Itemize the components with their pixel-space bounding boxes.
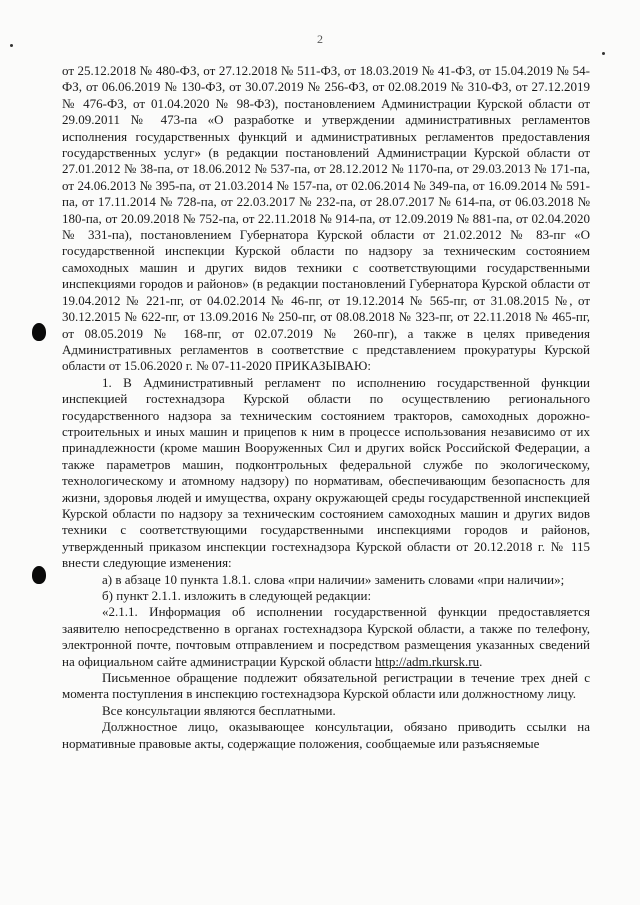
punch-hole-mark (32, 323, 46, 341)
paragraph-2-1-1 (62, 604, 590, 670)
scan-speck (602, 52, 605, 55)
official-site-link[interactable]: http://adm.rkursk.ru (375, 653, 480, 669)
paragraph-free-consultations: Все консультации являются бесплатными. (102, 702, 336, 718)
page-number: 2 (317, 32, 323, 46)
paragraph-subitem-b: б) пункт 2.1.1. изложить в следующей редакции: (102, 588, 372, 603)
paragraph-legal-basis: от 25.12.2018 № 480-ФЗ, от 27.12.2018 № 511-ФЗ, от 18.03.2019 № 41-ФЗ, от 15.04.2019 № 54-ФЗ, от 06.06.2019 № 130-ФЗ, от 30.07.2019 № 256-ФЗ, от 02.08.2019 № 310-ФЗ, от 27.12.2019 № 476-ФЗ, от 01.04.2020 № 98-ФЗ), постановлением Администрации Курской области от 29.09.2011 № 473-па «О разработке и утверждении административных регламентов исполнения государственных функций и административных регламентов предоставления государственных услуг» (в редакции постановлений Администрации Курской области от 27.01.2012 № 38-па, от 18.06.2012 № 537-па, от 28.12.2012 № 1170-па, от 29.03.2013 № 171-па, от 24.06.2013 № 395-па, от 21.03.2014 № 157-па, от 02.06.2014 № 349-па, от 16.09.2014 № 591-па, от 17.11.2014 № 728-па, от 22.03.2017 № 232-па, от 28.07.2017 № 614-па, от 06.03.2018 № 180-па, от 20.09.2018 № 752-па, от 22.11.2018 № 914-па, от 12.09.2019 № 881-па, от 02.04.2020 № 331-па), постановлением Губернатора Курской области от 21.02.2012 № 83-пг «О государственной инспекции Курской области по надзору за техническим состоянием самоходных машин и других видов техники с соответствующими государственными инспекциями городов и районов» (в редакции постановлений Губернатора Курской области от 19.04.2012 № 221-пг, от 04.02.2014 № 46-пг, от 19.12.2014 № 565-пг, от 31.08.2015 №, от 30.12.2015 № 622-пг, от 13.09.2016 № 250-пг, от 08.08.2018 № 323-пг, от 22.11.2018 № 465-пг, от 08.05.2019 № 168-пг, от 02.07.2019 № 260-пг), а также в целях приведения Административных регламентов в соответствие с представлением прокуратуры Курской области от 15.06.2020 г. № 07-11-2020 ПРИКАЗЫВАЮ: (62, 63, 590, 374)
scan-speck (10, 44, 13, 47)
paragraph-written-request: Письменное обращение подлежит обязательной регистрации в течение трех дней с момента поступления в инспекцию гостехнадзора Курской области или должностному лицу. (62, 670, 590, 702)
paragraph-subitem-a: а) в абзаце 10 пункта 1.8.1. слова «при наличии» заменить словами «при наличии»; (102, 571, 565, 587)
paragraph-2-1-1-text: «2.1.1. Информация об исполнении государственной функции предоставляется заявителю непосредственно в органах гостехнадзора Курской области, а также по телефону, электронной почте, почтовым отправлением и посредством размещения указанных сведений на официальном сайте администрации Курской области (62, 604, 590, 669)
paragraph-2-1-1-end: . (479, 653, 483, 669)
punch-hole-mark (32, 566, 46, 584)
document-body (62, 63, 590, 752)
paragraph-official-duty: Должностное лицо, оказывающее консультации, обязано приводить ссылки на нормативные правовые акты, содержащие положения, сообщаемые или разъясняемые (62, 719, 590, 751)
paragraph-item-1: 1. В Административный регламент по исполнению государственной функции инспекцией гостехнадзора Курской области по осуществлению регионального государственного надзора за техническим состоянием тракторов, самоходных дорожно-строительных и иных машин и прицепов к ним в процессе использования независимо от их принадлежности (кроме машин Вооруженных Сил и других войск Российской Федерации, а также параметров машин, подконтрольных федеральной службе по экологическому, технологическому и атомному надзору) по нормативам, обеспечивающим безопасность для жизни, здоровья людей и имущества, охрану окружающей среды государственной инспекцией Курской области по надзору за техническим состоянием самоходных машин и других видов техники с соответствующими государственными инспекциями городов и районов, утвержденный приказом инспекции гостехнадзора Курской области от 20.12.2018 г. № 115 внести следующие изменения: (62, 374, 590, 571)
